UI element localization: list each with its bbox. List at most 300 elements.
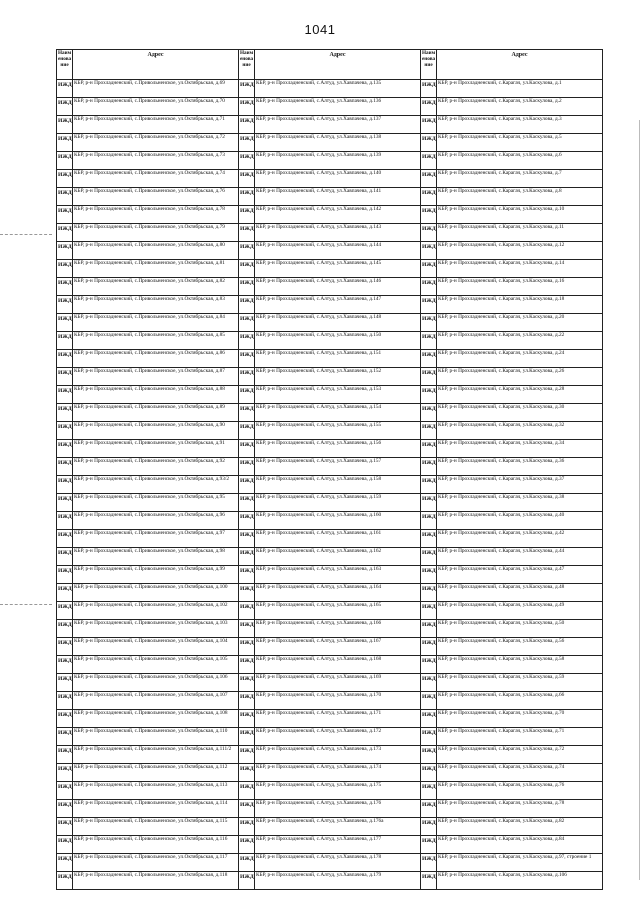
cell-address: КБР, р-н Прохладненский, с.Привольненское, ул.Октябрьская, д.97 [73, 530, 239, 548]
cell-address: КБР, р-н Прохладненский, с.Привольненское, ул.Октябрьская, д.79 [73, 224, 239, 242]
cell-object-type: ИЖД [57, 566, 73, 584]
cell-object-type: ИЖД [57, 656, 73, 674]
cell-address: КБР, р-н Прохладненский, с.Алтуд, ул.Хавпачева, д.136 [255, 98, 421, 116]
cell-object-type: ИЖД [239, 476, 255, 494]
cell-address: КБР, р-н Прохладненский, с.Привольненское, ул.Октябрьская, д.91 [73, 440, 239, 458]
cell-address: КБР, р-н Прохладненский, с.Привольненское, ул.Октябрьская, д.76 [73, 188, 239, 206]
cell-address: КБР, р-н Прохладненский, с.Привольненское, ул.Октябрьская, д.70 [73, 98, 239, 116]
cell-address: КБР, р-н Прохладненский, с.Привольненское, ул.Октябрьская, д.106 [73, 674, 239, 692]
cell-address: КБР, р-н Прохладненский, с.Алтуд, ул.Хавпачева, д.153 [255, 386, 421, 404]
cell-object-type: ИЖД [239, 188, 255, 206]
table-row [57, 836, 603, 854]
cell-object-type: ИЖД [421, 422, 437, 440]
address-table [56, 49, 603, 890]
cell-object-type: ИЖД [421, 584, 437, 602]
cell-address: КБР, р-н Прохладненский, с.Карагач, ул.Каскулова, д.66 [437, 692, 603, 710]
cell-address: КБР, р-н Прохладненский, с.Привольненское, ул.Октябрьская, д.111/2 [73, 746, 239, 764]
cell-object-type: ИЖД [239, 206, 255, 224]
table-row [57, 440, 603, 458]
cell-address: КБР, р-н Прохладненский, с.Карагач, ул.Каскулова, д.36 [437, 458, 603, 476]
table-row [57, 386, 603, 404]
cell-object-type: ИЖД [421, 782, 437, 800]
table-row [57, 602, 603, 620]
cell-address: КБР, р-н Прохладненский, с.Привольненское, ул.Октябрьская, д.104 [73, 638, 239, 656]
cell-object-type: ИЖД [239, 242, 255, 260]
cell-object-type: ИЖД [421, 620, 437, 638]
cell-object-type: ИЖД [421, 206, 437, 224]
table-row [57, 530, 603, 548]
cell-object-type: ИЖД [239, 440, 255, 458]
cell-address: КБР, р-н Прохладненский, с.Привольненское, ул.Октябрьская, д.74 [73, 170, 239, 188]
cell-object-type: ИЖД [239, 296, 255, 314]
cell-object-type: ИЖД [57, 350, 73, 368]
cell-object-type: ИЖД [57, 674, 73, 692]
cell-object-type: ИЖД [421, 278, 437, 296]
cell-address: КБР, р-н Прохладненский, с.Алтуд, ул.Хавпачева, д.155 [255, 422, 421, 440]
cell-object-type: ИЖД [57, 746, 73, 764]
cell-address: КБР, р-н Прохладненский, с.Алтуд, ул.Хавпачева, д.140 [255, 170, 421, 188]
table-row [57, 98, 603, 116]
cell-address: КБР, р-н Прохладненский, с.Привольненское, ул.Октябрьская, д.118 [73, 872, 239, 890]
cell-object-type: ИЖД [421, 746, 437, 764]
cell-address: КБР, р-н Прохладненский, с.Алтуд, ул.Хавпачева, д.144 [255, 242, 421, 260]
cell-object-type: ИЖД [239, 152, 255, 170]
column-header-type: Наим енова ние [239, 50, 255, 80]
cell-object-type: ИЖД [421, 242, 437, 260]
cell-address: КБР, р-н Прохладненский, с.Карагач, ул.Каскулова, д.16 [437, 278, 603, 296]
cell-address: КБР, р-н Прохладненский, с.Алтуд, ул.Хавпачева, д.152 [255, 368, 421, 386]
table-row [57, 422, 603, 440]
cell-address: КБР, р-н Прохладненский, с.Алтуд, ул.Хавпачева, д.145 [255, 260, 421, 278]
cell-object-type: ИЖД [421, 332, 437, 350]
cell-object-type: ИЖД [421, 224, 437, 242]
cell-address: КБР, р-н Прохладненский, с.Привольненское, ул.Октябрьская, д.95 [73, 494, 239, 512]
cell-address: КБР, р-н Прохладненский, с.Привольненское, ул.Октябрьская, д.117 [73, 854, 239, 872]
table-row [57, 548, 603, 566]
table-row [57, 134, 603, 152]
cell-address: КБР, р-н Прохладненский, с.Карагач, ул.Каскулова, д.20 [437, 314, 603, 332]
cell-object-type: ИЖД [421, 170, 437, 188]
cell-address: КБР, р-н Прохладненский, с.Карагач, ул.Каскулова, д.74 [437, 764, 603, 782]
table-row [57, 728, 603, 746]
cell-address: КБР, р-н Прохладненский, с.Карагач, ул.Каскулова, д.48 [437, 584, 603, 602]
cell-object-type: ИЖД [239, 872, 255, 890]
cell-object-type: ИЖД [239, 260, 255, 278]
cell-address: КБР, р-н Прохладненский, с.Карагач, ул.Каскулова, д.97, строение 1 [437, 854, 603, 872]
table-row [57, 800, 603, 818]
cell-object-type: ИЖД [57, 278, 73, 296]
cell-object-type: ИЖД [239, 422, 255, 440]
cell-address: КБР, р-н Прохладненский, с.Карагач, ул.Каскулова, д.82 [437, 818, 603, 836]
cell-object-type: ИЖД [421, 818, 437, 836]
cell-object-type: ИЖД [239, 314, 255, 332]
cell-object-type: ИЖД [421, 764, 437, 782]
cell-object-type: ИЖД [57, 314, 73, 332]
cell-object-type: ИЖД [57, 152, 73, 170]
cell-object-type: ИЖД [421, 134, 437, 152]
cell-object-type: ИЖД [57, 368, 73, 386]
cell-address: КБР, р-н Прохладненский, с.Карагач, ул.Каскулова, д.78 [437, 800, 603, 818]
cell-object-type: ИЖД [421, 476, 437, 494]
cell-object-type: ИЖД [421, 872, 437, 890]
table-row [57, 224, 603, 242]
column-header-address: Адрес [437, 50, 603, 80]
cell-object-type: ИЖД [57, 422, 73, 440]
cell-object-type: ИЖД [239, 584, 255, 602]
cell-address: КБР, р-н Прохладненский, с.Карагач, ул.Каскулова, д.24 [437, 350, 603, 368]
cell-address: КБР, р-н Прохладненский, с.Карагач, ул.Каскулова, д.76 [437, 782, 603, 800]
cell-object-type: ИЖД [57, 638, 73, 656]
table-row [57, 818, 603, 836]
cell-object-type: ИЖД [239, 692, 255, 710]
table-row [57, 350, 603, 368]
cell-object-type: ИЖД [57, 584, 73, 602]
cell-object-type: ИЖД [57, 188, 73, 206]
cell-address: КБР, р-н Прохладненский, с.Алтуд, ул.Хавпачева, д.159 [255, 494, 421, 512]
cell-object-type: ИЖД [239, 530, 255, 548]
cell-address: КБР, р-н Прохладненский, с.Карагач, ул.Каскулова, д.40 [437, 512, 603, 530]
table-row [57, 746, 603, 764]
cell-object-type: ИЖД [57, 764, 73, 782]
table-row [57, 620, 603, 638]
cell-address: КБР, р-н Прохладненский, с.Привольненское, ул.Октябрьская, д.92 [73, 458, 239, 476]
cell-address: КБР, р-н Прохладненский, с.Алтуд, ул.Хавпачева, д.142 [255, 206, 421, 224]
cell-address: КБР, р-н Прохладненский, с.Привольненское, ул.Октябрьская, д.71 [73, 116, 239, 134]
cell-address: КБР, р-н Прохладненский, с.Привольненское, ул.Октябрьская, д.96 [73, 512, 239, 530]
cell-object-type: ИЖД [421, 152, 437, 170]
cell-address: КБР, р-н Прохладненский, с.Привольненское, ул.Октябрьская, д.82 [73, 278, 239, 296]
cell-address: КБР, р-н Прохладненский, с.Алтуд, ул.Хавпачева, д.169 [255, 674, 421, 692]
cell-address: КБР, р-н Прохладненский, с.Карагач, ул.Каскулова, д.72 [437, 746, 603, 764]
table-row [57, 872, 603, 890]
cell-object-type: ИЖД [421, 296, 437, 314]
cell-object-type: ИЖД [421, 386, 437, 404]
cell-object-type: ИЖД [421, 692, 437, 710]
cell-address: КБР, р-н Прохладненский, с.Алтуд, ул.Хавпачева, д.148 [255, 314, 421, 332]
cell-object-type: ИЖД [57, 602, 73, 620]
cell-address: КБР, р-н Прохладненский, с.Алтуд, ул.Хавпачева, д.168 [255, 656, 421, 674]
table-row [57, 404, 603, 422]
cell-address: КБР, р-н Прохладненский, с.Привольненское, ул.Октябрьская, д.83 [73, 296, 239, 314]
cell-object-type: ИЖД [239, 656, 255, 674]
cell-object-type: ИЖД [421, 260, 437, 278]
cell-address: КБР, р-н Прохладненский, с.Карагач, ул.Каскулова, д.12 [437, 242, 603, 260]
cell-address: КБР, р-н Прохладненский, с.Карагач, ул.Каскулова, д.10 [437, 206, 603, 224]
table-row [57, 764, 603, 782]
cell-address: КБР, р-н Прохладненский, с.Алтуд, ул.Хавпачева, д.157 [255, 458, 421, 476]
cell-address: КБР, р-н Прохладненский, с.Привольненское, ул.Октябрьская, д.87 [73, 368, 239, 386]
cell-address: КБР, р-н Прохладненский, с.Алтуд, ул.Хавпачева, д.167 [255, 638, 421, 656]
table-row [57, 206, 603, 224]
cell-object-type: ИЖД [239, 278, 255, 296]
cell-address: КБР, р-н Прохладненский, с.Алтуд, ул.Хавпачева, д.161 [255, 530, 421, 548]
cell-object-type: ИЖД [421, 116, 437, 134]
cell-object-type: ИЖД [421, 512, 437, 530]
cell-address: КБР, р-н Прохладненский, с.Привольненское, ул.Октябрьская, д.114 [73, 800, 239, 818]
table-row [57, 710, 603, 728]
table-row [57, 242, 603, 260]
cell-address: КБР, р-н Прохладненский, с.Карагач, ул.Каскулова, д.1 [437, 80, 603, 98]
cell-object-type: ИЖД [239, 836, 255, 854]
cell-address: КБР, р-н Прохладненский, с.Привольненское, ул.Октябрьская, д.103 [73, 620, 239, 638]
cell-address: КБР, р-н Прохладненский, с.Карагач, ул.Каскулова, д.59 [437, 674, 603, 692]
cell-address: КБР, р-н Прохладненский, с.Карагач, ул.Каскулова, д.18 [437, 296, 603, 314]
cell-address: КБР, р-н Прохладненский, с.Привольненское, ул.Октябрьская, д.93/2 [73, 476, 239, 494]
cell-object-type: ИЖД [239, 710, 255, 728]
cell-object-type: ИЖД [57, 134, 73, 152]
cell-object-type: ИЖД [239, 782, 255, 800]
table-row [57, 638, 603, 656]
cell-address: КБР, р-н Прохладненский, с.Привольненское, ул.Октябрьская, д.112 [73, 764, 239, 782]
cell-address: КБР, р-н Прохладненский, с.Привольненское, ул.Октябрьская, д.69 [73, 80, 239, 98]
cell-address: КБР, р-н Прохладненский, с.Карагач, ул.Каскулова, д.7 [437, 170, 603, 188]
cell-address: КБР, р-н Прохладненский, с.Карагач, ул.Каскулова, д.14 [437, 260, 603, 278]
cell-address: КБР, р-н Прохладненский, с.Алтуд, ул.Хавпачева, д.176а [255, 818, 421, 836]
cell-address: КБР, р-н Прохладненский, с.Алтуд, ул.Хавпачева, д.150 [255, 332, 421, 350]
cell-object-type: ИЖД [239, 386, 255, 404]
cell-object-type: ИЖД [57, 476, 73, 494]
cell-object-type: ИЖД [421, 188, 437, 206]
cell-object-type: ИЖД [57, 494, 73, 512]
column-header-address: Адрес [73, 50, 239, 80]
cell-object-type: ИЖД [421, 80, 437, 98]
cell-address: КБР, р-н Прохладненский, с.Карагач, ул.Каскулова, д.22 [437, 332, 603, 350]
cell-object-type: ИЖД [239, 818, 255, 836]
cell-address: КБР, р-н Прохладненский, с.Алтуд, ул.Хавпачева, д.173 [255, 746, 421, 764]
cell-object-type: ИЖД [239, 800, 255, 818]
cell-address: КБР, р-н Прохладненский, с.Алтуд, ул.Хавпачева, д.175 [255, 782, 421, 800]
cell-object-type: ИЖД [57, 242, 73, 260]
cell-object-type: ИЖД [239, 458, 255, 476]
cell-object-type: ИЖД [239, 134, 255, 152]
cell-object-type: ИЖД [239, 512, 255, 530]
table-row [57, 458, 603, 476]
cell-object-type: ИЖД [57, 458, 73, 476]
cell-object-type: ИЖД [239, 728, 255, 746]
cell-address: КБР, р-н Прохладненский, с.Привольненское, ул.Октябрьская, д.115 [73, 818, 239, 836]
cell-object-type: ИЖД [239, 350, 255, 368]
cell-object-type: ИЖД [239, 494, 255, 512]
cell-address: КБР, р-н Прохладненский, с.Привольненское, ул.Октябрьская, д.116 [73, 836, 239, 854]
cell-object-type: ИЖД [239, 368, 255, 386]
cell-object-type: ИЖД [421, 368, 437, 386]
margin-mark [0, 604, 52, 605]
cell-address: КБР, р-н Прохладненский, с.Привольненское, ул.Октябрьская, д.105 [73, 656, 239, 674]
cell-address: КБР, р-н Прохладненский, с.Алтуд, ул.Хавпачева, д.163 [255, 566, 421, 584]
cell-address: КБР, р-н Прохладненский, с.Карагач, ул.Каскулова, д.8 [437, 188, 603, 206]
cell-address: КБР, р-н Прохладненский, с.Карагач, ул.Каскулова, д.71 [437, 728, 603, 746]
margin-mark [0, 234, 52, 235]
cell-address: КБР, р-н Прохладненский, с.Привольненское, ул.Октябрьская, д.78 [73, 206, 239, 224]
cell-address: КБР, р-н Прохладненский, с.Карагач, ул.Каскулова, д.58 [437, 656, 603, 674]
table-row [57, 494, 603, 512]
cell-address: КБР, р-н Прохладненский, с.Привольненское, ул.Октябрьская, д.86 [73, 350, 239, 368]
cell-object-type: ИЖД [421, 404, 437, 422]
cell-address: КБР, р-н Прохладненский, с.Карагач, ул.Каскулова, д.6 [437, 152, 603, 170]
cell-address: КБР, р-н Прохладненский, с.Карагач, ул.Каскулова, д.84 [437, 836, 603, 854]
cell-object-type: ИЖД [421, 314, 437, 332]
column-header-type: Наим енова ние [57, 50, 73, 80]
table-row [57, 512, 603, 530]
cell-address: КБР, р-н Прохладненский, с.Привольненское, ул.Октябрьская, д.100 [73, 584, 239, 602]
cell-address: КБР, р-н Прохладненский, с.Карагач, ул.Каскулова, д.30 [437, 404, 603, 422]
cell-address: КБР, р-н Прохладненский, с.Привольненское, ул.Октябрьская, д.80 [73, 242, 239, 260]
cell-address: КБР, р-н Прохладненский, с.Алтуд, ул.Хавпачева, д.135 [255, 80, 421, 98]
cell-address: КБР, р-н Прохладненский, с.Карагач, ул.Каскулова, д.34 [437, 440, 603, 458]
cell-object-type: ИЖД [57, 116, 73, 134]
cell-address: КБР, р-н Прохладненский, с.Алтуд, ул.Хавпачева, д.143 [255, 224, 421, 242]
cell-address: КБР, р-н Прохладненский, с.Карагач, ул.Каскулова, д.32 [437, 422, 603, 440]
cell-object-type: ИЖД [421, 530, 437, 548]
cell-address: КБР, р-н Прохладненский, с.Алтуд, ул.Хавпачева, д.170 [255, 692, 421, 710]
cell-address: КБР, р-н Прохладненский, с.Карагач, ул.Каскулова, д.56 [437, 638, 603, 656]
cell-object-type: ИЖД [57, 872, 73, 890]
cell-address: КБР, р-н Прохладненский, с.Привольненское, ул.Октябрьская, д.84 [73, 314, 239, 332]
cell-address: КБР, р-н Прохладненский, с.Алтуд, ул.Хавпачева, д.178 [255, 854, 421, 872]
table-row [57, 674, 603, 692]
cell-object-type: ИЖД [57, 782, 73, 800]
cell-object-type: ИЖД [421, 674, 437, 692]
cell-address: КБР, р-н Прохладненский, с.Алтуд, ул.Хавпачева, д.151 [255, 350, 421, 368]
cell-object-type: ИЖД [239, 98, 255, 116]
cell-address: КБР, р-н Прохладненский, с.Привольненское, ул.Октябрьская, д.99 [73, 566, 239, 584]
cell-object-type: ИЖД [57, 440, 73, 458]
cell-object-type: ИЖД [239, 170, 255, 188]
page-number: 1041 [304, 22, 336, 37]
cell-address: КБР, р-н Прохладненский, с.Карагач, ул.Каскулова, д.2 [437, 98, 603, 116]
cell-address: КБР, р-н Прохладненский, с.Карагач, ул.Каскулова, д.70 [437, 710, 603, 728]
cell-address: КБР, р-н Прохладненский, с.Алтуд, ул.Хавпачева, д.141 [255, 188, 421, 206]
cell-object-type: ИЖД [421, 494, 437, 512]
cell-address: КБР, р-н Прохладненский, с.Карагач, ул.Каскулова, д.47 [437, 566, 603, 584]
cell-address: КБР, р-н Прохладненский, с.Алтуд, ул.Хавпачева, д.174 [255, 764, 421, 782]
table-row [57, 332, 603, 350]
cell-address: КБР, р-н Прохладненский, с.Привольненское, ул.Октябрьская, д.85 [73, 332, 239, 350]
cell-object-type: ИЖД [57, 206, 73, 224]
cell-address: КБР, р-н Прохладненский, с.Алтуд, ул.Хавпачева, д.164 [255, 584, 421, 602]
table-row [57, 314, 603, 332]
cell-address: КБР, р-н Прохладненский, с.Привольненское, ул.Октябрьская, д.73 [73, 152, 239, 170]
cell-address: КБР, р-н Прохладненский, с.Алтуд, ул.Хавпачева, д.156 [255, 440, 421, 458]
cell-address: КБР, р-н Прохладненский, с.Карагач, ул.Каскулова, д.37 [437, 476, 603, 494]
cell-address: КБР, р-н Прохладненский, с.Карагач, ул.Каскулова, д.38 [437, 494, 603, 512]
cell-object-type: ИЖД [239, 404, 255, 422]
table-row [57, 782, 603, 800]
cell-address: КБР, р-н Прохладненский, с.Алтуд, ул.Хавпачева, д.138 [255, 134, 421, 152]
cell-object-type: ИЖД [57, 800, 73, 818]
table-header-row [57, 50, 603, 80]
cell-object-type: ИЖД [57, 404, 73, 422]
table-row [57, 152, 603, 170]
cell-address: КБР, р-н Прохладненский, с.Карагач, ул.Каскулова, д.5 [437, 134, 603, 152]
cell-object-type: ИЖД [57, 692, 73, 710]
cell-address: КБР, р-н Прохладненский, с.Алтуд, ул.Хавпачева, д.179 [255, 872, 421, 890]
cell-object-type: ИЖД [57, 512, 73, 530]
cell-object-type: ИЖД [421, 656, 437, 674]
cell-object-type: ИЖД [239, 764, 255, 782]
cell-address: КБР, р-н Прохладненский, с.Карагач, ул.Каскулова, д.42 [437, 530, 603, 548]
cell-object-type: ИЖД [57, 530, 73, 548]
table-row [57, 278, 603, 296]
cell-address: КБР, р-н Прохладненский, с.Карагач, ул.Каскулова, д.11 [437, 224, 603, 242]
cell-object-type: ИЖД [239, 746, 255, 764]
cell-object-type: ИЖД [239, 548, 255, 566]
cell-address: КБР, р-н Прохладненский, с.Карагач, ул.Каскулова, д.49 [437, 602, 603, 620]
cell-object-type: ИЖД [239, 854, 255, 872]
cell-address: КБР, р-н Прохладненский, с.Алтуд, ул.Хавпачева, д.177 [255, 836, 421, 854]
cell-address: КБР, р-н Прохладненский, с.Алтуд, ул.Хавпачева, д.139 [255, 152, 421, 170]
table-row [57, 170, 603, 188]
cell-address: КБР, р-н Прохладненский, с.Алтуд, ул.Хавпачева, д.137 [255, 116, 421, 134]
cell-object-type: ИЖД [57, 620, 73, 638]
cell-address: КБР, р-н Прохладненский, с.Алтуд, ул.Хавпачева, д.158 [255, 476, 421, 494]
cell-address: КБР, р-н Прохладненский, с.Алтуд, ул.Хавпачева, д.176 [255, 800, 421, 818]
cell-object-type: ИЖД [239, 620, 255, 638]
cell-address: КБР, р-н Прохладненский, с.Привольненское, ул.Октябрьская, д.107 [73, 692, 239, 710]
cell-object-type: ИЖД [421, 710, 437, 728]
cell-address: КБР, р-н Прохладненский, с.Привольненское, ул.Октябрьская, д.88 [73, 386, 239, 404]
cell-object-type: ИЖД [239, 602, 255, 620]
cell-object-type: ИЖД [239, 116, 255, 134]
table-row [57, 188, 603, 206]
cell-object-type: ИЖД [57, 296, 73, 314]
cell-object-type: ИЖД [57, 260, 73, 278]
cell-object-type: ИЖД [57, 224, 73, 242]
cell-object-type: ИЖД [421, 836, 437, 854]
cell-address: КБР, р-н Прохладненский, с.Алтуд, ул.Хавпачева, д.147 [255, 296, 421, 314]
cell-object-type: ИЖД [57, 332, 73, 350]
cell-object-type: ИЖД [239, 332, 255, 350]
cell-address: КБР, р-н Прохладненский, с.Привольненское, ул.Октябрьская, д.90 [73, 422, 239, 440]
cell-address: КБР, р-н Прохладненский, с.Карагач, ул.Каскулова, д.28 [437, 386, 603, 404]
cell-object-type: ИЖД [421, 638, 437, 656]
cell-address: КБР, р-н Прохладненский, с.Привольненское, ул.Октябрьская, д.81 [73, 260, 239, 278]
table-row [57, 656, 603, 674]
column-header-type: Наим енова ние [421, 50, 437, 80]
cell-object-type: ИЖД [57, 854, 73, 872]
cell-address: КБР, р-н Прохладненский, с.Алтуд, ул.Хавпачева, д.146 [255, 278, 421, 296]
table-row [57, 80, 603, 98]
cell-object-type: ИЖД [239, 638, 255, 656]
table-body [57, 80, 603, 890]
cell-address: КБР, р-н Прохладненский, с.Алтуд, ул.Хавпачева, д.172 [255, 728, 421, 746]
cell-object-type: ИЖД [239, 566, 255, 584]
table-row [57, 260, 603, 278]
table-row [57, 116, 603, 134]
table-row [57, 692, 603, 710]
cell-address: КБР, р-н Прохладненский, с.Алтуд, ул.Хавпачева, д.160 [255, 512, 421, 530]
cell-address: КБР, р-н Прохладненский, с.Алтуд, ул.Хавпачева, д.166 [255, 620, 421, 638]
cell-object-type: ИЖД [57, 728, 73, 746]
table-row [57, 584, 603, 602]
cell-object-type: ИЖД [57, 836, 73, 854]
table-row [57, 296, 603, 314]
cell-object-type: ИЖД [57, 818, 73, 836]
cell-address: КБР, р-н Прохладненский, с.Привольненское, ул.Октябрьская, д.72 [73, 134, 239, 152]
cell-address: КБР, р-н Прохладненский, с.Карагач, ул.Каскулова, д.3 [437, 116, 603, 134]
cell-address: КБР, р-н Прохладненский, с.Карагач, ул.Каскулова, д.26 [437, 368, 603, 386]
cell-object-type: ИЖД [421, 440, 437, 458]
table-row [57, 566, 603, 584]
cell-address: КБР, р-н Прохладненский, с.Привольненское, ул.Октябрьская, д.108 [73, 710, 239, 728]
cell-address: КБР, р-н Прохладненский, с.Карагач, ул.Каскулова, д.44 [437, 548, 603, 566]
table-row [57, 476, 603, 494]
cell-address: КБР, р-н Прохладненский, с.Алтуд, ул.Хавпачева, д.154 [255, 404, 421, 422]
cell-address: КБР, р-н Прохладненский, с.Алтуд, ул.Хавпачева, д.162 [255, 548, 421, 566]
cell-object-type: ИЖД [421, 602, 437, 620]
cell-address: КБР, р-н Прохладненский, с.Карагач, ул.Каскулова, д.106 [437, 872, 603, 890]
cell-object-type: ИЖД [421, 566, 437, 584]
